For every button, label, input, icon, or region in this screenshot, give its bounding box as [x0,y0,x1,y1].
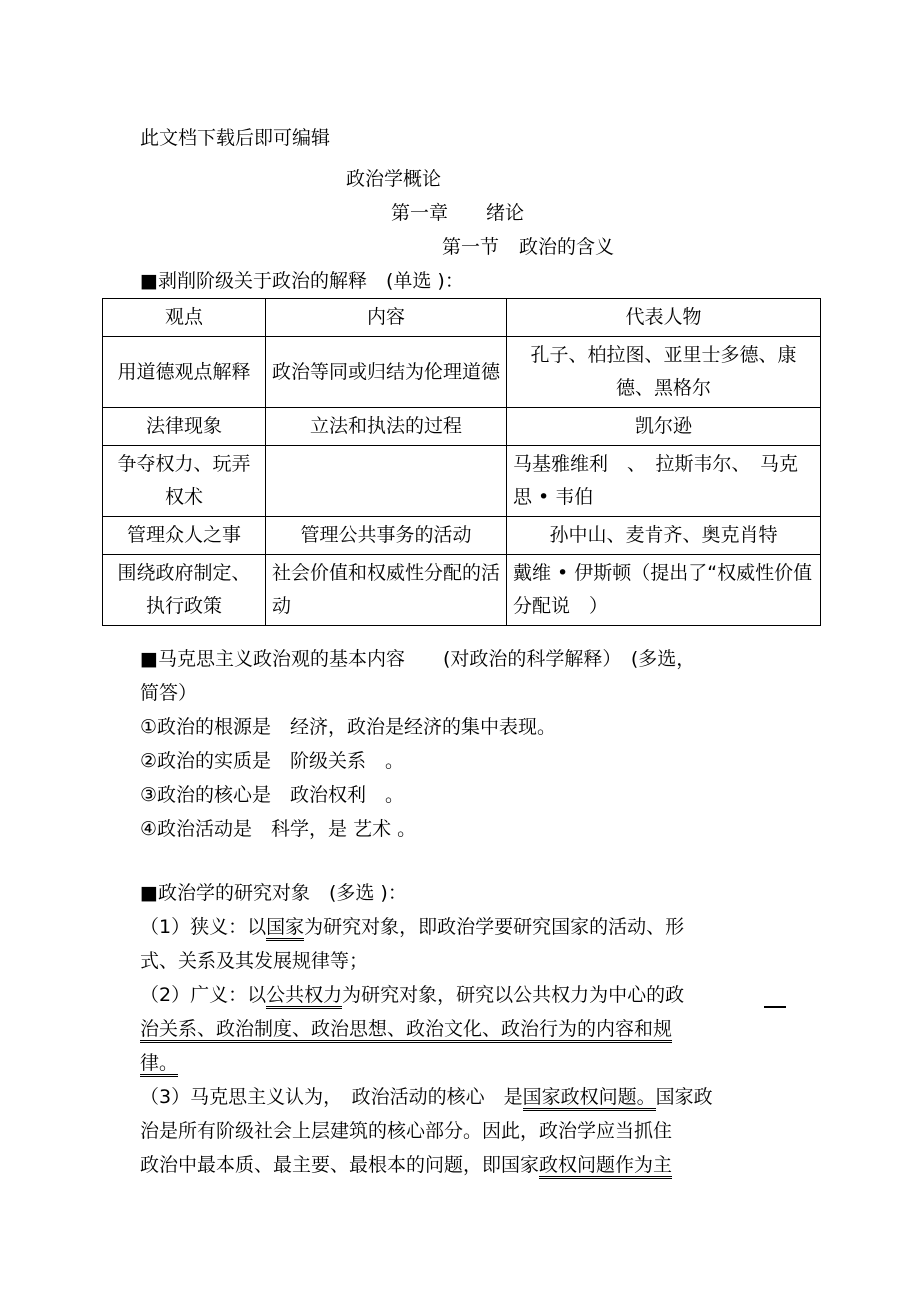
cell-view: 争夺权力、玩弄权术 [103,446,266,517]
marxism-item: ②政治的实质是 阶级关系 。 [140,750,405,772]
cell-people: 戴维 • 伊斯顿（提出了“权威性价值分配说 ） [507,555,821,626]
highlight-state: 国家 [266,916,304,941]
exploit-class-heading: ■剥削阶级关于政治的解释 (单选 )： [140,270,464,292]
marxism-item: ①政治的根源是 经济，政治是经济的集中表现。 [140,716,557,738]
underline-mark [764,1006,786,1008]
table-header-row [103,299,821,337]
document-title: 政治学概论 [346,168,442,190]
table-row [103,408,821,446]
narrow-definition: （1）狭义：以国家为研究对象，即政治学要研究国家的活动、形 [140,910,790,944]
header-view: 观点 [103,299,266,337]
narrow-definition-cont: 式、关系及其发展规律等； [140,950,369,972]
cell-content: 社会价值和权威性分配的活动 [266,555,507,626]
table-row [103,517,821,555]
header-content: 内容 [266,299,507,337]
marxist-definition-cont2: 政治中最本质、最主要、最根本的问题，即国家政权问题作为主 [140,1148,790,1182]
cell-people: 马基雅维利 、 拉斯韦尔、 马克思 • 韦伯 [507,446,821,517]
table-row [103,446,821,517]
section-title [442,235,614,259]
highlight-public-power: 公共权力 [266,984,342,1009]
cell-view: 围绕政府制定、执行政策 [103,555,266,626]
cell-people: 孔子、柏拉图、亚里士多德、康德、黑格尔 [507,337,821,408]
broad-definition-end: 律。 [140,1046,790,1080]
cell-view: 管理众人之事 [103,517,266,555]
chapter-title [391,201,524,225]
section-name: 政治的含义 [519,236,615,258]
highlight-state-power: 国家政权问题。 [523,1086,656,1111]
download-notice: 此文档下载后即可编辑 [140,127,331,149]
cell-content: 政治等同或归结为伦理道德 [266,337,507,408]
broad-definition-cont: 治关系、政治制度、政治思想、政治文化、政治行为的内容和规 [140,1012,790,1046]
cell-content: 管理公共事务的活动 [266,517,507,555]
table-row [103,555,821,626]
cell-people: 凯尔逊 [507,408,821,446]
marxism-heading-cont: 简答） [140,682,198,704]
research-section [140,876,790,1182]
marxism-heading: ■马克思主义政治观的基本内容 (对政治的科学解释） (多选， [140,648,696,670]
cell-view: 法律现象 [103,408,266,446]
cell-view: 用道德观点解释 [103,337,266,408]
research-heading: ■政治学的研究对象 (多选 )： [140,882,407,904]
section-number: 第一节 [442,236,500,258]
marxism-item: ③政治的核心是 政治权利 。 [140,784,405,806]
marxism-section [140,642,790,846]
table-row [103,337,821,408]
header-people: 代表人物 [507,299,821,337]
politics-views-table [102,298,821,626]
marxist-definition: （3）马克思主义认为， 政治活动的核心 是国家政权问题。国家政 [140,1080,790,1114]
cell-people: 孙中山、麦肯齐、奥克肖特 [507,517,821,555]
chapter-number: 第一章 [391,202,449,224]
cell-content [266,446,507,517]
broad-definition: （2）广义：以公共权力为研究对象，研究以公共权力为中心的政 [140,978,790,1012]
marxism-item: ④政治活动是 科学，是 艺术 。 [140,818,417,840]
marxist-definition-cont: 治是所有阶级社会上层建筑的核心部分。因此，政治学应当抓住 [140,1120,673,1142]
cell-content: 立法和执法的过程 [266,408,507,446]
chapter-name: 绪论 [486,202,525,224]
